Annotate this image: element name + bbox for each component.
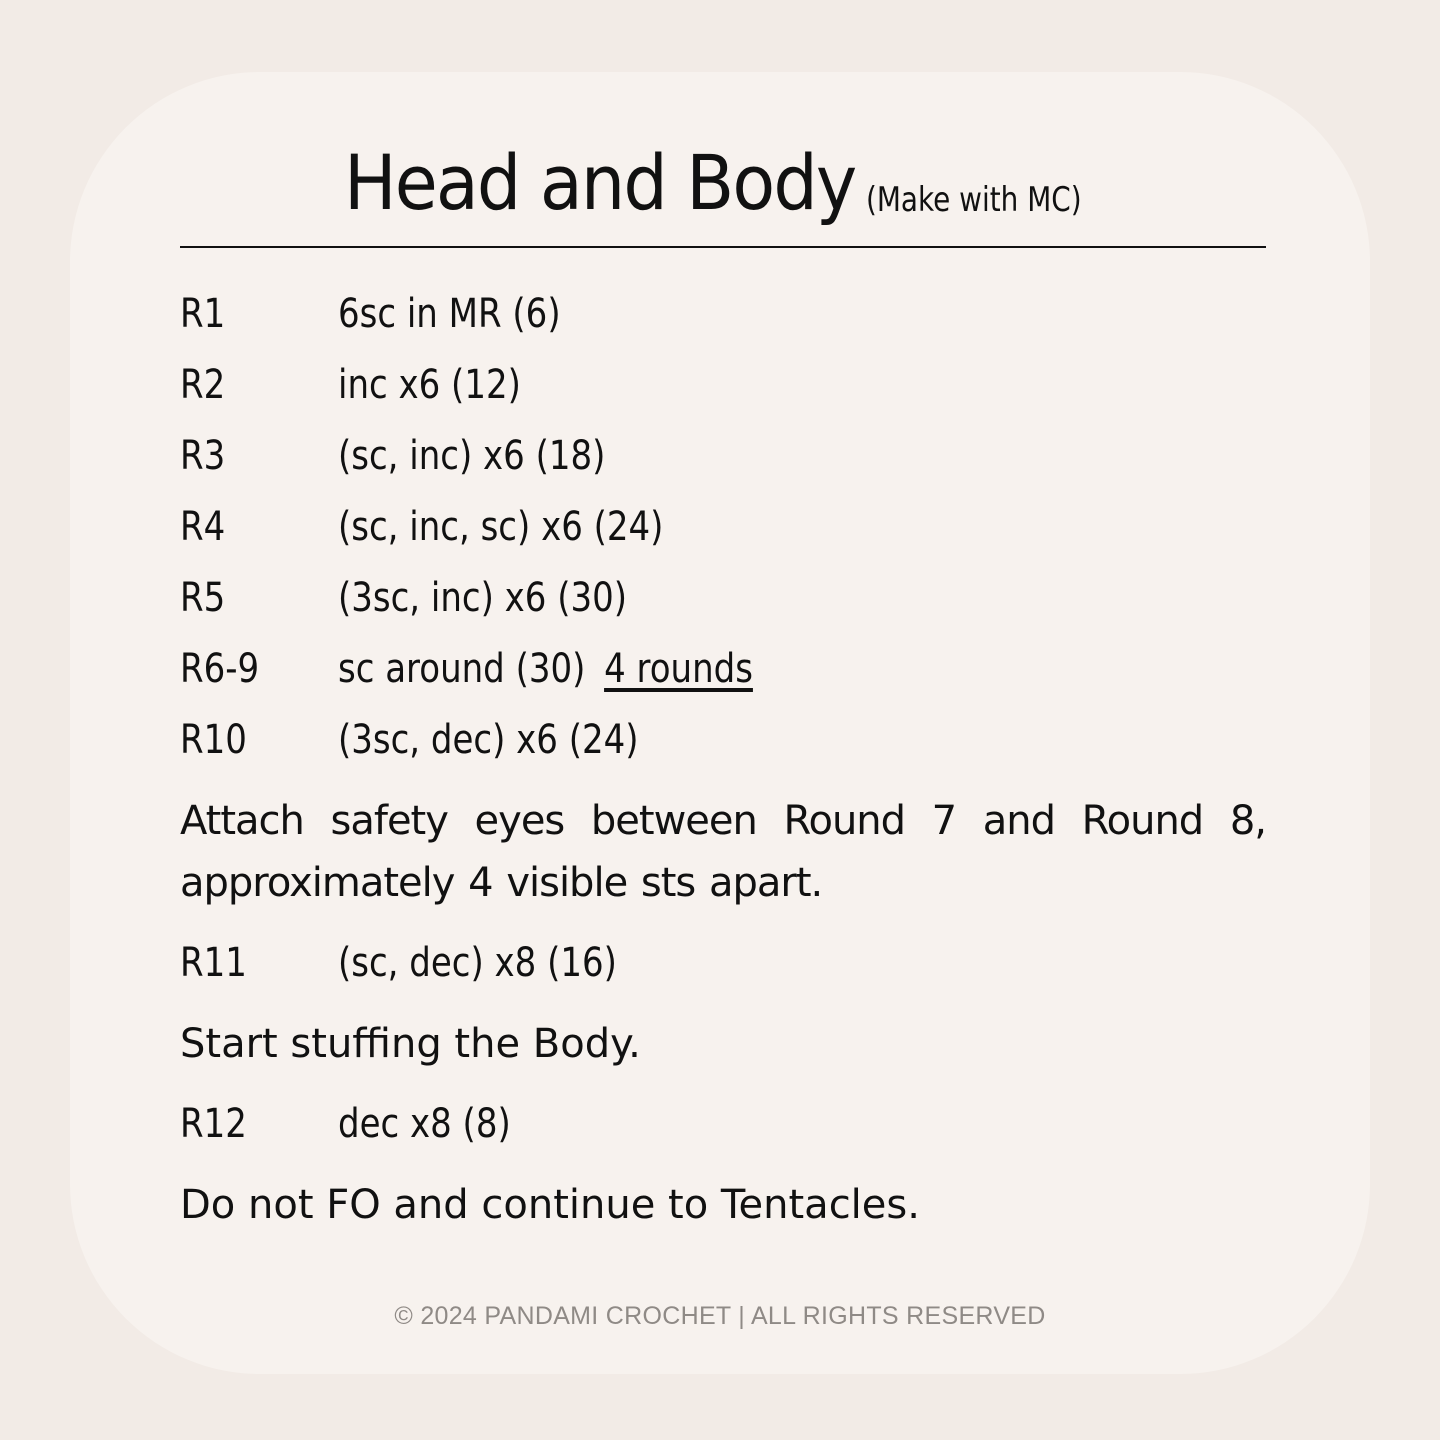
round-label: R3 (180, 433, 226, 479)
round-row (180, 568, 1266, 628)
round-row (180, 284, 1266, 344)
round-instruction: (3sc, dec) x6 (24) (338, 717, 639, 763)
round-row (180, 710, 1266, 770)
round-instruction: (sc, inc) x6 (18) (338, 433, 606, 479)
round-row (180, 1094, 1266, 1154)
round-row (180, 639, 1266, 699)
section-title: Head and Body (344, 138, 856, 227)
round-row (180, 497, 1266, 557)
section-header (180, 128, 1266, 248)
round-label: R6-9 (180, 646, 260, 692)
round-instruction: inc x6 (12) (338, 362, 521, 408)
round-instruction: (sc, dec) x8 (16) (338, 940, 617, 986)
round-label: R4 (180, 504, 226, 550)
round-row (180, 426, 1266, 486)
copyright-footer: © 2024 PANDAMI CROCHET | ALL RIGHTS RESERVED (394, 1302, 1046, 1330)
safety-eyes-note: Attach safety eyes between Round 7 and Round 8, approximately 4 visible sts apart. (180, 798, 1266, 906)
round-row (180, 933, 1266, 993)
round-row (180, 355, 1266, 415)
round-instruction: (sc, inc, sc) x6 (24) (338, 504, 664, 550)
round-label: R11 (180, 940, 247, 986)
title-divider (180, 246, 1266, 248)
round-instruction-group (338, 639, 753, 699)
round-label: R1 (180, 291, 226, 337)
round-count-note: 4 rounds (604, 646, 753, 692)
round-instruction: dec x8 (8) (338, 1101, 511, 1147)
round-label: R5 (180, 575, 226, 621)
section-subtitle: (Make with MC) (866, 180, 1082, 220)
round-label: R10 (180, 717, 247, 763)
round-label: R2 (180, 362, 226, 408)
round-instruction: sc around (30) (338, 646, 586, 692)
stuffing-note: Start stuffing the Body. (180, 1021, 641, 1067)
round-instruction: (3sc, inc) x6 (30) (338, 575, 628, 621)
round-instruction: 6sc in MR (6) (338, 291, 561, 337)
finish-note: Do not FO and continue to Tentacles. (180, 1182, 920, 1228)
round-label: R12 (180, 1101, 247, 1147)
